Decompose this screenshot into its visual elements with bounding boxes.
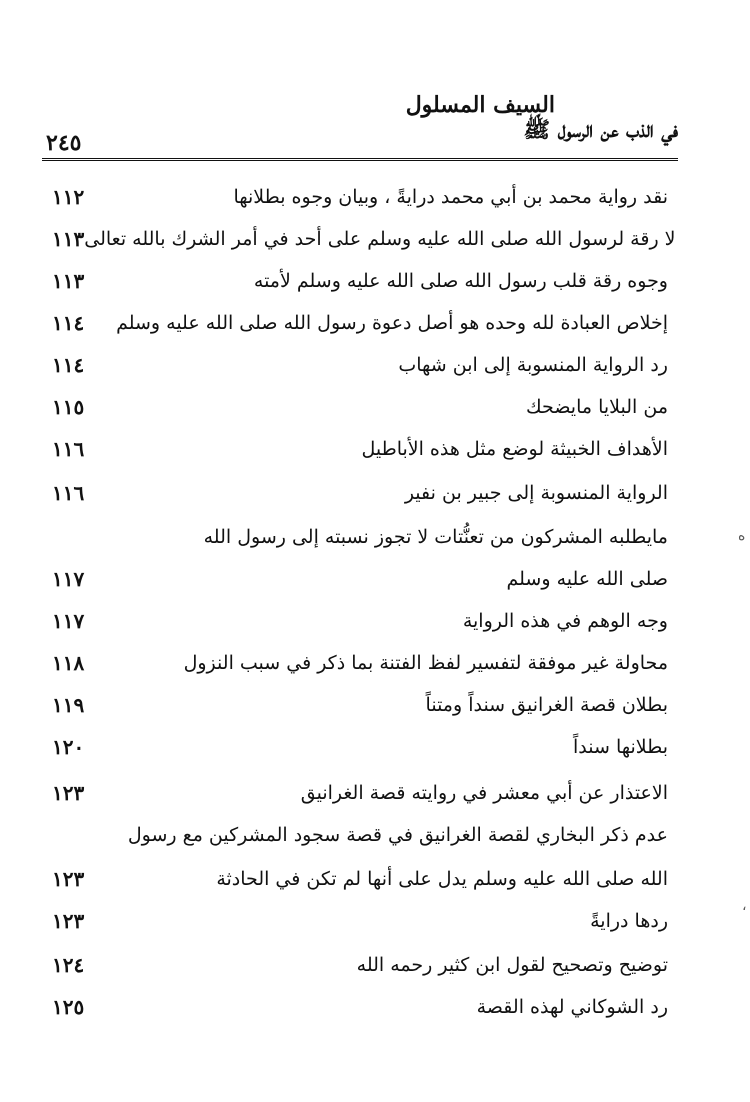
toc-entry bbox=[52, 818, 668, 852]
toc-entry bbox=[52, 222, 676, 256]
toc-entry-title: ردها درايةً bbox=[590, 910, 668, 932]
toc-page-number: ١١٢ bbox=[52, 185, 85, 209]
edge-mark: ه bbox=[738, 528, 746, 544]
toc-page-number: ١٢٤ bbox=[52, 953, 85, 977]
toc-entry-title: الأهداف الخبيثة لوضع مثل هذه الأباطيل bbox=[361, 438, 668, 460]
toc-entry bbox=[52, 862, 668, 896]
toc-entry-title: الاعتذار عن أبي معشر في روايته قصة الغرانيق bbox=[300, 782, 668, 804]
toc-page-number: ١١٥ bbox=[52, 395, 85, 419]
toc-entry bbox=[52, 180, 668, 214]
toc-page-number: ١٢٥ bbox=[52, 995, 85, 1019]
edge-mark: ، bbox=[742, 898, 747, 914]
book-subtitle: في الذب عن الرسول ﷺ bbox=[523, 117, 678, 143]
toc-entry-title: توضيح وتصحيح لقول ابن كثير رحمه الله bbox=[356, 954, 668, 976]
toc-entry bbox=[52, 390, 668, 424]
toc-entry-title: الرواية المنسوبة إلى جبير بن نفير bbox=[404, 482, 668, 504]
toc-entry-title: محاولة غير موفقة لتفسير لفظ الفتنة بما ذكر في سبب النزول bbox=[183, 652, 668, 674]
toc-page-number: ١٢٣ bbox=[52, 909, 85, 933]
toc-entry bbox=[52, 432, 668, 466]
toc-page-number: ١١٤ bbox=[52, 353, 85, 377]
toc-page-number: ١١٦ bbox=[52, 481, 85, 505]
toc-entry-title: مايطلبه المشركون من تعنُّتات لا تجوز نسبته إلى رسول الله bbox=[203, 526, 668, 548]
toc-entry-title: وجوه رقة قلب رسول الله صلى الله عليه وسلم لأمته bbox=[253, 270, 668, 292]
toc-entry bbox=[52, 476, 668, 510]
toc-entry bbox=[52, 604, 668, 638]
toc-entry bbox=[52, 776, 668, 810]
toc-entry-title: من البلايا مايضحك bbox=[526, 396, 668, 418]
toc-entry bbox=[52, 264, 668, 298]
toc-entry bbox=[52, 562, 668, 596]
toc-page-number: ١٢٠ bbox=[52, 735, 85, 759]
toc-entry bbox=[52, 730, 668, 764]
toc-page-number: ١١٧ bbox=[52, 609, 85, 633]
toc-entry-title: بطلانها سنداً bbox=[573, 736, 668, 758]
toc-entry-title: الله صلى الله عليه وسلم يدل على أنها لم تكن في الحادثة bbox=[216, 868, 668, 890]
toc-entry bbox=[52, 306, 668, 340]
toc-entry-title: صلى الله عليه وسلم bbox=[506, 568, 668, 590]
toc-page-number: ١٢٣ bbox=[52, 867, 85, 891]
toc-page-number: ١١٣ bbox=[52, 227, 85, 251]
toc-entry bbox=[52, 904, 668, 938]
toc-entry bbox=[52, 520, 668, 554]
toc-entry bbox=[52, 646, 668, 680]
toc-entry-title: رد الشوكاني لهذه القصة bbox=[476, 996, 668, 1018]
toc-entry-title: إخلاص العبادة لله وحده هو أصل دعوة رسول الله صلى الله عليه وسلم bbox=[116, 312, 668, 334]
toc-page-number: ١١٨ bbox=[52, 651, 85, 675]
toc-page-number: ١١٣ bbox=[52, 269, 85, 293]
toc-entry bbox=[52, 990, 668, 1024]
book-title: السيف المسلول bbox=[405, 92, 555, 118]
toc-entry-title: نقد رواية محمد بن أبي محمد درايةً ، وبيان وجوه بطلانها bbox=[233, 186, 668, 208]
toc-page-number: ١١٦ bbox=[52, 437, 85, 461]
toc-entry-title: وجه الوهم في هذه الرواية bbox=[462, 610, 668, 632]
page-number: ٢٤٥ bbox=[46, 130, 82, 156]
toc-entry bbox=[52, 948, 668, 982]
toc-entry-title: لا رقة لرسول الله صلى الله عليه وسلم على أحد في أمر الشرك بالله تعالى bbox=[84, 228, 676, 250]
toc-entry bbox=[52, 688, 668, 722]
toc-page-number: ١٢٣ bbox=[52, 781, 85, 805]
toc-entry bbox=[52, 348, 668, 382]
toc-entry-title: رد الرواية المنسوبة إلى ابن شهاب bbox=[398, 354, 668, 376]
toc-entry-title: عدم ذكر البخاري لقصة الغرانيق في قصة سجود المشركين مع رسول bbox=[127, 824, 668, 846]
toc-page-number: ١١٤ bbox=[52, 311, 85, 335]
toc-page-number: ١١٧ bbox=[52, 567, 85, 591]
toc-entry-title: بطلان قصة الغرانيق سنداً ومتناً bbox=[425, 694, 668, 716]
toc-page-number: ١١٩ bbox=[52, 693, 85, 717]
